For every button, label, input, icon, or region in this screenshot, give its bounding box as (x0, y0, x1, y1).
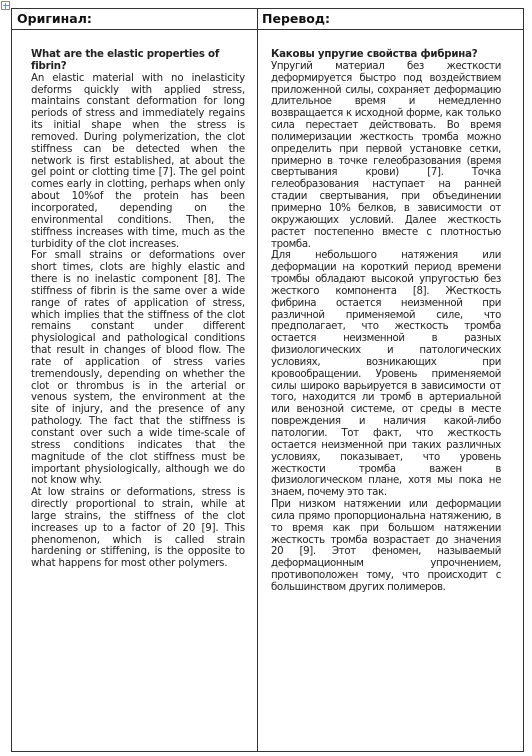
table-move-handle-icon[interactable] (1, 1, 10, 10)
column-divider (257, 9, 258, 751)
translation-heading: Каковы упругие свойства фибрина? (271, 49, 478, 60)
translation-table (11, 8, 524, 752)
original-paragraph: At low strains or deformations, stress is directly proportional to strain, while at large strains, the stiffness of the clot increases up to a factor of 20 [9]. This phenomenon, which is called strain hardening or stiffening, is the opposite to what happens for most other polymers. (31, 487, 245, 570)
translation-paragraph: Упругий материал без жесткости деформируется быстро под воздействием приложенной силы, сохраняет деформацию длительное время и немедленно возвращается к исходной форме, как только сила перестает действовать. Во время полимеризации жесткость тромба можно определить при первой установке сетки, примерно в точке гелеобразования (время свертывания крови) [7]. Точка гелеобразования наступает на ранней стадии свертывания, при объединении примерно 10% белков, в зависимости от окружающих условий. Далее жесткость растет постепенно вместе с плотностью тромба. (271, 60, 501, 250)
original-text-cell (31, 49, 245, 570)
translation-text-cell (271, 49, 501, 594)
translation-paragraph: При низком натяжении или деформации сила прямо пропорциональна натяжению, в то время как при большом натяжении жесткость тромба возрастает до значения 20 [9]. Этот феномен, называемый деформационным упрочнением, противоположен тому, что происходит с большинством других полимеров. (271, 499, 501, 593)
original-paragraph: For small strains or deformations over short times, clots are highly elastic and there is no inelastic component [8]. The stiffness of fibrin is the same over a wide range of rates of application of stress, which implies that the stiffness of the clot remains constant under different physiological and pathological conditions that result in changes of blood flow. The rate of application of stress varies tremendously, depending on whether the clot or thrombus is in the arterial or venous system, the environment at the site of injury, and the presence of any pathology. The fact that the stiffness is constant over such a wide time-scale of stress conditions indicates that the magnitude of the clot stiffness must be important physiologically, although we do not know why. (31, 250, 245, 487)
original-heading: What are the elastic properties of fibrin? (31, 49, 220, 72)
table-header-row (12, 9, 523, 30)
header-translation: Перевод: (262, 11, 330, 26)
header-original: Оригинал: (17, 11, 92, 26)
translation-paragraph: Для небольшого натяжения или деформации на короткий период времени тромбы обладают высокой упругостью без жесткого компонента [8]. Жесткость фибрина остается неизменной при различной применяемой силе, что предполагает, что жесткость тромба остается неизменной в разных физиологических и патологических условиях, возникающих при кровообращении. Уровень применяемой силы широко варьируется в зависимости от того, находится ли тромб в артериальной или венозной системе, от среды в месте повреждения и наличия какой-либо патологии. Тот факт, что жесткость остается неизменной при таких различных условиях, показывает, что уровень жесткости тромба важен в физиологическом плане, хотя мы пока не знаем, почему это так. (271, 250, 501, 499)
original-paragraph: An elastic material with no inelasticity deforms quickly with applied stress, maintains constant deformation for long periods of stress and immediately regains its initial shape when the stress is removed. During polymerization, the clot stiffness can be detected when the network is first established, at about the gel point or clotting time [7]. The gel point comes early in clotting, perhaps when only about 10%of the protein has been incorporated, depending on the environmental conditions. Then, the stiffness increases with time, much as the turbidity of the clot increases. (31, 72, 245, 250)
